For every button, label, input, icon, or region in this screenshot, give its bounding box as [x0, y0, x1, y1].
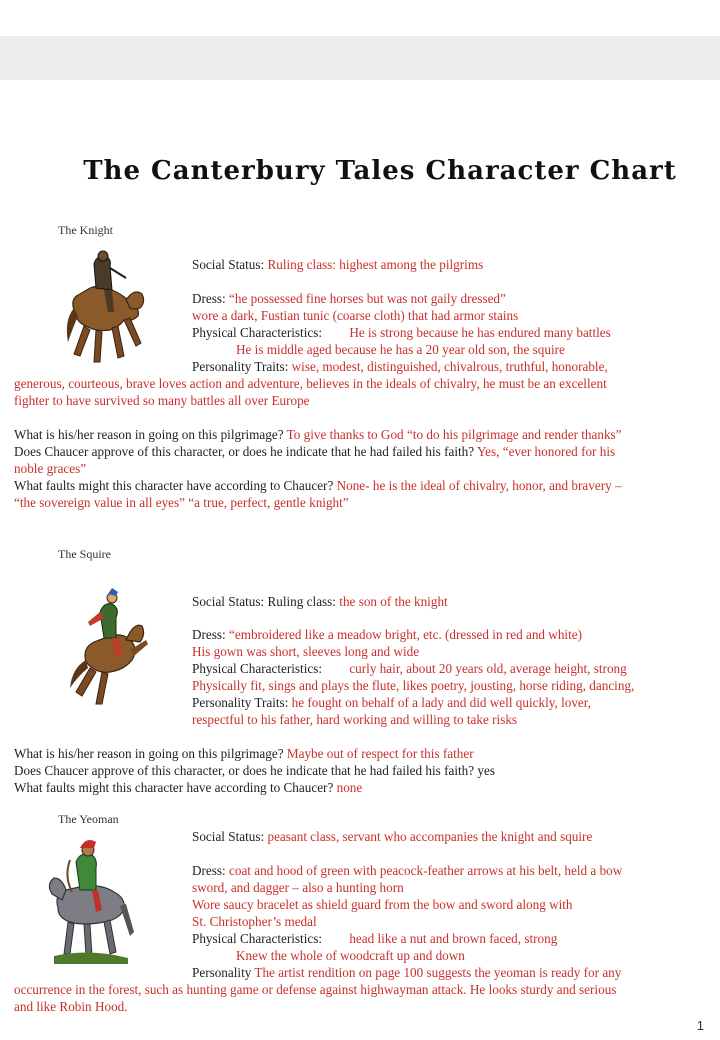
squire-social-status: Social Status: Ruling class: the son of the knight: [192, 594, 448, 609]
knight-reason: What is his/her reason in going on this pilgrimage? To give thanks to God “to do his pilgrimage and render thanks”: [14, 427, 622, 442]
squire-approve: Does Chaucer approve of this character, or does he indicate that he had failed his faith? yes: [14, 763, 496, 778]
squire-personality-line-2: respectful to his father, hard working and willing to take risks: [192, 712, 518, 727]
yeoman-physical: Physical Characteristics: head like a nut and brown faced, strong: [192, 931, 558, 946]
knight-dress: Dress: “he possessed fine horses but was not gaily dressed”: [192, 291, 506, 306]
squire-physical: Physical Characteristics: curly hair, about 20 years old, average height, strong: [192, 661, 627, 676]
yeoman-physical-line-2: Knew the whole of woodcraft up and down: [236, 948, 465, 963]
yeoman-label: The Yeoman: [58, 812, 119, 826]
squire-reason: What is his/her reason in going on this pilgrimage? Maybe out of respect for this father: [14, 746, 474, 761]
yeoman-figure: [44, 836, 136, 968]
squire-dress: Dress: “embroidered like a meadow bright, etc. (dressed in red and white): [192, 627, 582, 642]
squire-physical-line-2: Physically fit, sings and plays the flute, likes poetry, jousting, horse riding, dancing,: [192, 678, 635, 693]
yeoman-dress-line-2: sword, and dagger – also a hunting horn: [192, 880, 404, 895]
yeoman-dress-line-4: St. Christopher’s medal: [192, 914, 317, 929]
knight-approve: Does Chaucer approve of this character, or does he indicate that he had failed his faith? Yes, “ever honored for his: [14, 444, 616, 459]
knight-physical: Physical Characteristics: He is strong because he has endured many battles: [192, 325, 611, 340]
knight-physical-line-2: He is middle aged because he has a 20 year old son, the squire: [236, 342, 565, 357]
yeoman-personality-line-3: and like Robin Hood.: [14, 999, 128, 1014]
knight-approve-line-2: noble graces”: [14, 461, 87, 476]
squire-faults: What faults might this character have according to Chaucer? none: [14, 780, 363, 795]
squire-label: The Squire: [58, 547, 111, 561]
knight-dress-line-2: wore a dark, Fustian tunic (coarse cloth) that had armor stains: [192, 308, 519, 323]
knight-personality-line-3: fighter to have survived so many battles all over Europe: [14, 393, 310, 408]
knight-faults-line-2: “the sovereign value in all eyes” “a true, perfect, gentle knight”: [14, 495, 349, 510]
yeoman-dress-line-3: Wore saucy bracelet as shield guard from the bow and sword along with: [192, 897, 573, 912]
page-number: 1: [696, 1018, 704, 1033]
knight-social-status: Social Status: Ruling class: highest among the pilgrims: [192, 257, 484, 272]
knight-personality-line-2: generous, courteous, brave loves action and adventure, believes in the ideals of chivalry, he must be an excellent: [14, 376, 607, 391]
page-title: The Canterbury Tales Character Chart: [83, 156, 677, 186]
yeoman-personality-line-2: occurrence in the forest, such as hunting game or defense against highwayman attack. He looks sturdy and serious: [14, 982, 617, 997]
viewer-toolbar: [0, 36, 720, 80]
knight-faults: What faults might this character have according to Chaucer? None- he is the ideal of chivalry, honor, and bravery –: [14, 478, 622, 493]
squire-figure: [66, 588, 150, 712]
squire-personality: Personality Traits: he fought on behalf of a lady and did well quickly, lover,: [192, 695, 591, 710]
knight-label: The Knight: [58, 223, 113, 237]
knight-figure: [60, 250, 148, 374]
yeoman-personality: Personality The artist rendition on page 100 suggests the yeoman is ready for any: [192, 965, 622, 980]
yeoman-social-status: Social Status: peasant class, servant who accompanies the knight and squire: [192, 829, 593, 844]
yeoman-dress: Dress: coat and hood of green with peacock-feather arrows at his belt, held a bow: [192, 863, 623, 878]
squire-dress-line-2: His gown was short, sleeves long and wide: [192, 644, 420, 659]
knight-personality: Personality Traits: wise, modest, distinguished, chivalrous, truthful, honorable,: [192, 359, 608, 374]
